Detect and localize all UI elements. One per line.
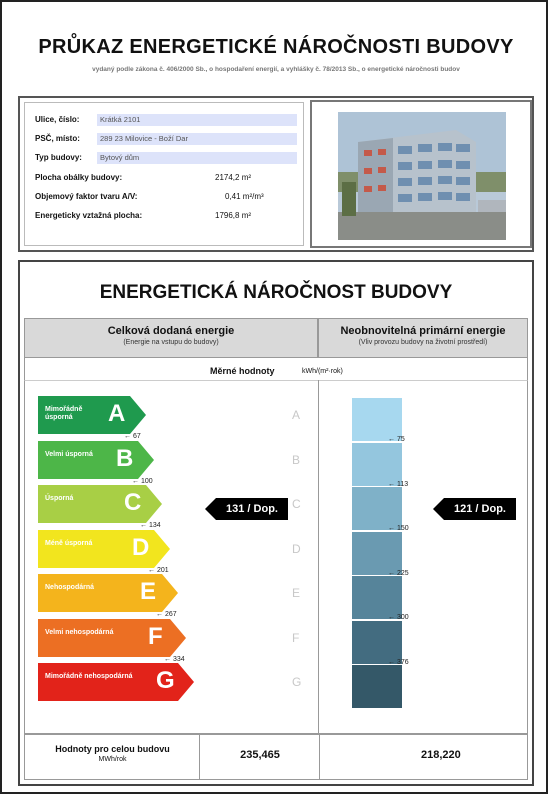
certificate-title: PRŮKAZ ENERGETICKÉ NÁROČNOSTI BUDOVY bbox=[38, 36, 514, 58]
shape-factor-label: Objemový faktor tvaru A/V: bbox=[35, 192, 138, 201]
reference-area-value: 1796,8 m² bbox=[215, 211, 252, 220]
ghost-class-letter: D bbox=[292, 541, 301, 556]
energy-class-e bbox=[38, 574, 178, 612]
energy-class-arrow bbox=[38, 485, 162, 523]
column-divider bbox=[318, 380, 319, 734]
energy-class-arrow bbox=[38, 441, 154, 479]
ghost-class-letter: A bbox=[292, 408, 301, 422]
primary-energy-subheading: (Vliv provozu budovy na životní prostředí) bbox=[358, 339, 488, 346]
units-row bbox=[24, 358, 528, 380]
energy-class-label: Mimořádně nehospodárná bbox=[45, 673, 133, 680]
energy-rating-title: ENERGETICKÁ NÁROČNOST BUDOVY bbox=[99, 282, 453, 303]
primary-energy-band bbox=[352, 576, 402, 619]
energy-class-letter: B bbox=[116, 444, 134, 472]
energy-class-threshold: ← 100 bbox=[132, 477, 153, 485]
energy-class-threshold: ← 201 bbox=[148, 566, 169, 574]
primary-energy-threshold: ← 113 bbox=[388, 480, 409, 488]
energy-rating-box bbox=[18, 260, 534, 786]
building-totals-row bbox=[24, 734, 528, 780]
street-label: Ulice, číslo: bbox=[35, 115, 80, 124]
energy-class-label: Méně úsporná bbox=[45, 539, 93, 547]
delivered-total-value: 235,465 bbox=[240, 749, 280, 761]
envelope-value: 2174,2 m² bbox=[215, 173, 252, 182]
energy-class-threshold: ← 67 bbox=[124, 433, 141, 440]
energy-class-threshold: ← 134 bbox=[140, 522, 161, 529]
energy-class-letter: G bbox=[156, 667, 175, 694]
energy-class-letter: D bbox=[132, 533, 150, 561]
primary-energy-threshold: ← 225 bbox=[388, 569, 409, 577]
primary-energy-band bbox=[352, 443, 402, 486]
zip-value: 289 23 Milovice - Boží Dar bbox=[97, 133, 297, 145]
ghost-class-letter: E bbox=[292, 586, 301, 600]
certificate-subtitle: vydaný podle zákona č. 406/2000 Sb., o hospodaření energií, a vyhlášky č. 78/2013 Sb., o energetické náročnosti budov bbox=[92, 66, 460, 73]
zip-label: PSČ, místo: bbox=[35, 134, 80, 143]
energy-class-label: Velmi nehospodárná bbox=[45, 628, 114, 636]
primary-energy-band bbox=[352, 398, 402, 441]
primary-energy-threshold: ← 75 bbox=[388, 436, 405, 443]
energy-class-c bbox=[38, 485, 162, 523]
envelope-label: Plocha obálky budovy: bbox=[35, 173, 123, 182]
type-label: Typ budovy: bbox=[35, 153, 82, 162]
reference-area-label: Energeticky vztažná plocha: bbox=[35, 211, 143, 220]
energy-class-arrow bbox=[38, 574, 178, 612]
energy-class-label: Mimořádně úsporná bbox=[45, 406, 83, 421]
primary-energy-threshold: ← 150 bbox=[388, 525, 409, 532]
energy-class-label: Úsporná bbox=[45, 495, 74, 502]
energy-class-a bbox=[38, 396, 146, 434]
energy-class-g bbox=[38, 663, 194, 701]
ghost-class-letter: G bbox=[292, 675, 302, 689]
totals-unit: MWh/rok bbox=[98, 756, 127, 763]
building-photo bbox=[338, 112, 506, 240]
ghost-class-letter: F bbox=[292, 630, 300, 645]
energy-class-d bbox=[38, 530, 170, 568]
delivered-energy-subheading: (Energie na vstupu do budovy) bbox=[123, 339, 219, 346]
building-info-box bbox=[18, 96, 534, 252]
energy-class-arrow bbox=[38, 619, 186, 657]
delivered-energy-rating-marker: 131 / Dop. bbox=[216, 498, 288, 520]
energy-class-label: Velmi úsporná bbox=[45, 450, 93, 458]
type-value: Bytový dům bbox=[97, 152, 297, 164]
primary-energy-rating-marker: 121 / Dop. bbox=[444, 498, 516, 520]
energy-class-letter: E bbox=[140, 578, 157, 605]
energy-class-f bbox=[38, 619, 186, 657]
primary-energy-threshold: ← 376 bbox=[388, 658, 409, 666]
totals-label-cell bbox=[25, 735, 200, 779]
ghost-class-letter: B bbox=[292, 452, 301, 467]
energy-class-threshold: ← 267 bbox=[156, 611, 177, 618]
energy-class-label: Nehospodárná bbox=[45, 584, 95, 591]
specific-values-unit: kWh/(m²·rok) bbox=[302, 368, 343, 375]
street-value: Krátká 2101 bbox=[97, 114, 297, 126]
totals-label: Hodnoty pro celou budovu bbox=[55, 744, 170, 754]
specific-values-label: Měrné hodnoty bbox=[210, 366, 275, 376]
energy-class-letter: F bbox=[148, 622, 163, 650]
energy-class-letter: A bbox=[108, 400, 126, 427]
primary-energy-threshold: ← 300 bbox=[388, 614, 409, 621]
energy-class-arrow bbox=[38, 530, 170, 568]
primary-energy-band bbox=[352, 665, 402, 708]
primary-energy-band bbox=[352, 487, 402, 530]
primary-energy-band bbox=[352, 532, 402, 575]
primary-total-value: 218,220 bbox=[421, 749, 461, 761]
primary-energy-band bbox=[352, 621, 402, 664]
primary-energy-heading: Neobnovitelná primární energie bbox=[340, 325, 506, 337]
delivered-energy-heading: Celková dodaná energie bbox=[107, 325, 235, 337]
energy-class-b bbox=[38, 441, 154, 479]
delivered-total-cell bbox=[200, 735, 320, 779]
primary-energy-header bbox=[318, 318, 528, 358]
energy-class-threshold: ← 334 bbox=[164, 655, 185, 663]
delivered-energy-header bbox=[24, 318, 318, 358]
shape-factor-value: 0,41 m²/m³ bbox=[225, 192, 264, 201]
ghost-class-letter: C bbox=[292, 497, 301, 511]
building-details bbox=[24, 102, 304, 246]
energy-class-letter: C bbox=[124, 489, 142, 516]
building-photo-frame bbox=[310, 100, 532, 248]
